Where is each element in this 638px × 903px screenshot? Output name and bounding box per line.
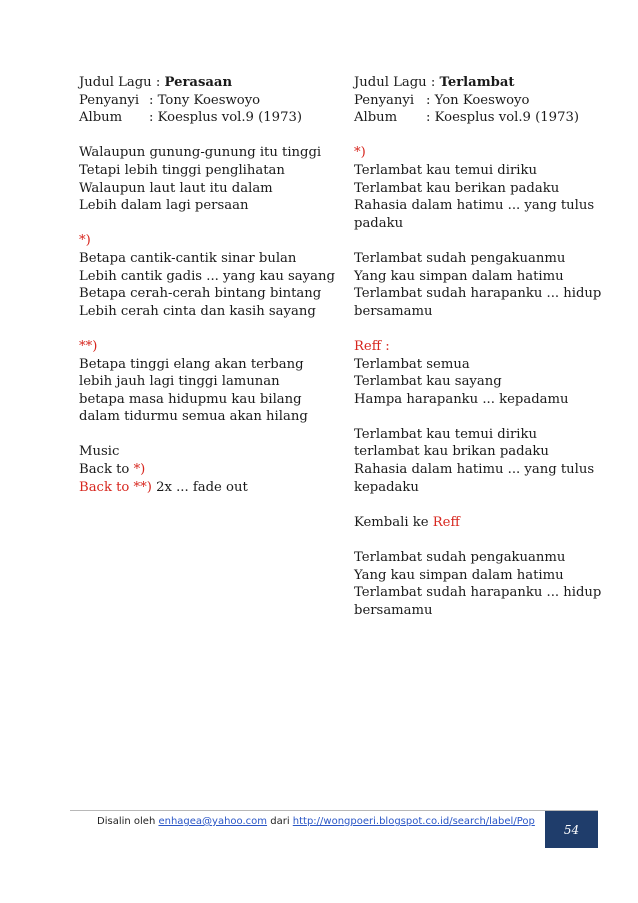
- lyric-line: Betapa cantik-cantik sinar bulan: [79, 250, 297, 266]
- page-number-box: [545, 811, 598, 848]
- right-title-row: Judul Lagu : Terlambat: [354, 75, 515, 90]
- singer-value: Yon Koeswoyo: [434, 92, 530, 108]
- left-album-row: Album : Koesplus vol.9 (1973): [79, 110, 302, 126]
- back-to-line-2: Back to **) 2x ... fade out: [79, 479, 248, 495]
- lyric-line: Tetapi lebih tinggi penglihatan: [79, 162, 285, 178]
- footer-divider: [70, 810, 598, 811]
- left-song-column: [79, 74, 334, 496]
- section-marker: *): [79, 233, 91, 249]
- title-key: Judul Lagu: [79, 75, 152, 90]
- lyric-line: lebih jauh lagi tinggi lamunan: [79, 374, 280, 390]
- lyric-line: Lebih cantik gadis ... yang kau sayang: [79, 268, 335, 284]
- lyric-line: Terlambat kau berikan padaku: [354, 180, 560, 196]
- album-value: Koesplus vol.9 (1973): [434, 110, 579, 126]
- email-link[interactable]: enhagea@yahoo.com: [158, 816, 268, 827]
- right-song-column: [354, 74, 604, 619]
- lyric-line: Terlambat sudah harapanku ... hidup bersamamu: [354, 286, 602, 319]
- right-album-row: Album : Koesplus vol.9 (1973): [354, 110, 579, 126]
- section-marker: *): [133, 462, 146, 478]
- kembali-ke-reff: Kembali ke Reff: [354, 514, 460, 530]
- page-number: 54: [563, 822, 580, 837]
- lyric-line: Yang kau simpan dalam hatimu: [354, 567, 564, 583]
- lyric-line: Rahasia dalam hatimu ... yang tulus kepadaku: [354, 462, 595, 495]
- lyric-line: Betapa tinggi elang akan terbang: [79, 356, 304, 372]
- back-to-line-1: Back to *): [79, 462, 146, 478]
- lyric-line: betapa masa hidupmu kau bilang: [79, 391, 302, 407]
- album-key: Album: [354, 110, 398, 126]
- song-title: Terlambat: [439, 75, 515, 90]
- album-value: Koesplus vol.9 (1973): [157, 110, 302, 126]
- lyric-line: Terlambat kau sayang: [354, 374, 502, 390]
- section-marker: *): [354, 145, 366, 161]
- left-title-row: Judul Lagu : Perasaan: [79, 75, 233, 90]
- lyric-line: Terlambat kau temui diriku: [354, 162, 537, 178]
- right-singer-row: Penyanyi : Yon Koeswoyo: [354, 92, 530, 108]
- lyric-line: Terlambat sudah pengakuanmu: [354, 550, 566, 566]
- singer-value: Tony Koeswoyo: [157, 92, 261, 108]
- lyric-line: dalam tidurmu semua akan hilang: [79, 409, 308, 425]
- lyric-line: Hampa harapanku ... kepadamu: [354, 391, 569, 407]
- singer-key: Penyanyi: [79, 92, 140, 108]
- lyric-line: Terlambat sudah harapanku ... hidup bersamamu: [354, 585, 602, 618]
- lyric-line: Rahasia dalam hatimu ... yang tulus padaku: [354, 198, 595, 231]
- lyric-line: Terlambat semua: [354, 356, 470, 372]
- left-singer-row: Penyanyi : Tony Koeswoyo: [79, 92, 261, 108]
- lyric-line: terlambat kau brikan padaku: [354, 444, 549, 460]
- lyric-line: Lebih dalam lagi persaan: [79, 198, 249, 214]
- lyric-line: Terlambat kau temui diriku: [354, 426, 537, 442]
- title-key: Judul Lagu: [354, 75, 427, 90]
- footer-credit: Disalin oleh enhagea@yahoo.com dari http://wongpoeri.blogspot.co.id/search/label/Pop: [97, 816, 535, 827]
- lyric-line: Walaupun laut laut itu dalam: [79, 180, 273, 196]
- lyric-line: Yang kau simpan dalam hatimu: [354, 268, 564, 284]
- lyric-line: Walaupun gunung-gunung itu tinggi: [79, 145, 322, 161]
- reff-label: Reff :: [354, 338, 390, 354]
- album-key: Album: [79, 110, 123, 126]
- song-title: Perasaan: [164, 75, 233, 90]
- singer-key: Penyanyi: [354, 92, 415, 108]
- lyric-line: Betapa cerah-cerah bintang bintang: [79, 286, 322, 302]
- source-url-link[interactable]: http://wongpoeri.blogspot.co.id/search/label/Pop: [292, 816, 535, 827]
- music-label: Music: [79, 444, 120, 460]
- lyric-line: Lebih cerah cinta dan kasih sayang: [79, 303, 316, 319]
- section-marker: **): [79, 338, 98, 354]
- lyric-line: Terlambat sudah pengakuanmu: [354, 250, 566, 266]
